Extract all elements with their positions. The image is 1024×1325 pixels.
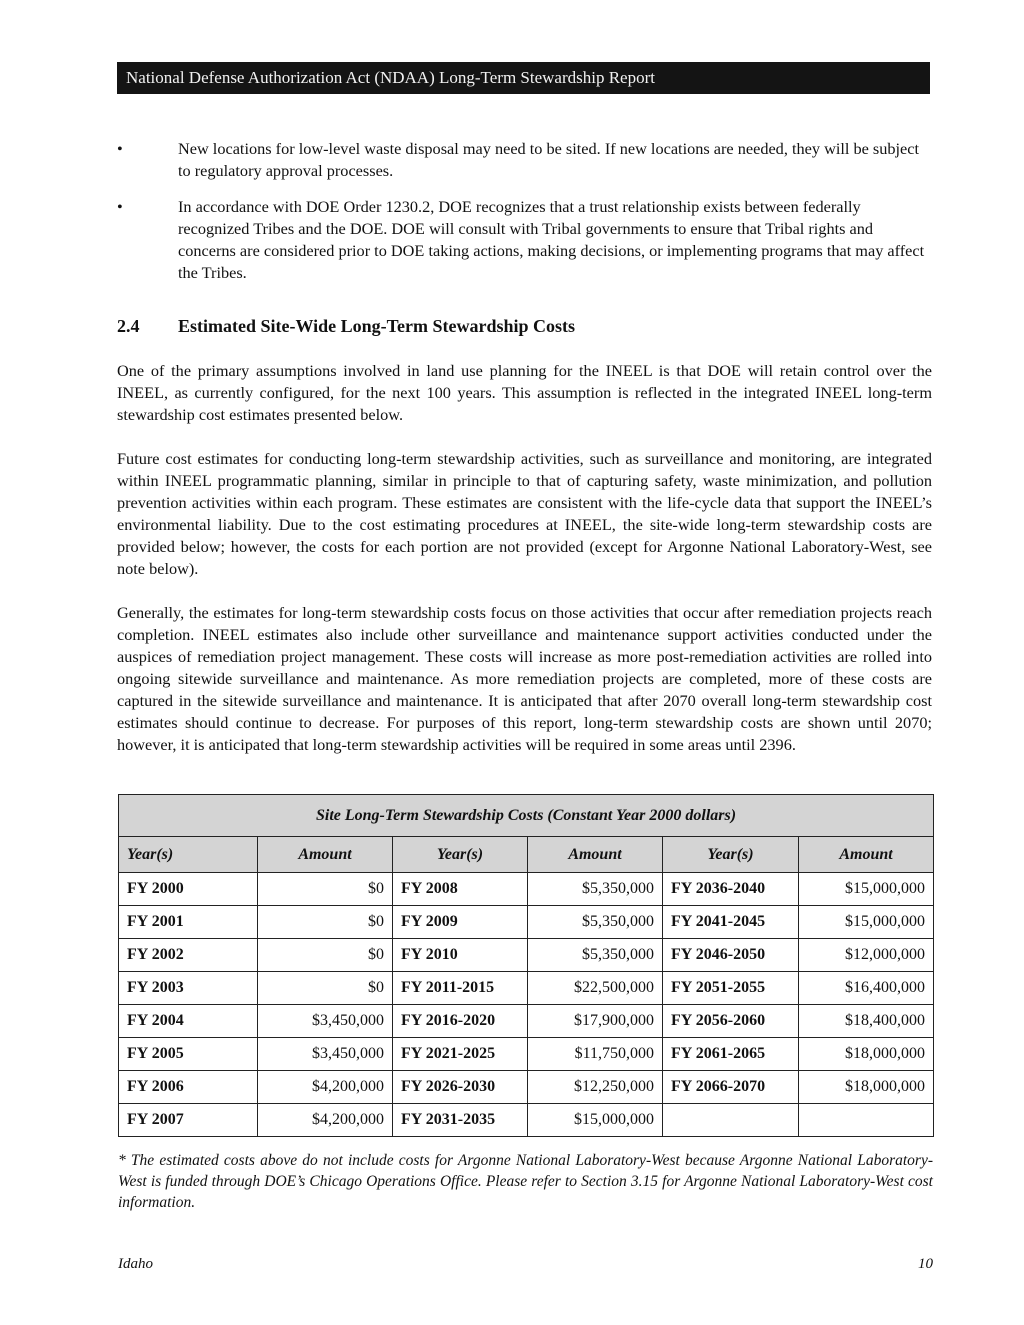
- year-cell: FY 2003: [119, 972, 258, 1005]
- amount-cell: $18,400,000: [799, 1005, 934, 1038]
- section-number: 2.4: [117, 316, 140, 336]
- amount-cell: $15,000,000: [799, 873, 934, 906]
- paragraph: Future cost estimates for conducting long-term stewardship activities, such as surveillance and monitoring, are integrated within INEEL programmatic planning, similar in principle to that of capturing safety, waste minimization, and pollution prevention activities within each program. These estimates are consistent with the life-cycle data that support the INEEL’s environmental liability. Due to the cost estimating procedures at INEEL, the site-wide long-term stewardship costs are provided below; however, the costs for each portion are not provided (except for Argonne National Laboratory-West, see note below).: [117, 449, 932, 578]
- amount-cell: $0: [258, 906, 393, 939]
- year-cell: FY 2051-2055: [663, 972, 799, 1005]
- table-row: [119, 1005, 934, 1038]
- amount-cell: $3,450,000: [258, 1005, 393, 1038]
- column-header-amount: Amount: [799, 837, 934, 873]
- column-header-amount: Amount: [528, 837, 663, 873]
- year-cell: FY 2009: [393, 906, 528, 939]
- year-cell: FY 2006: [119, 1071, 258, 1104]
- table-row: [119, 1038, 934, 1071]
- bullet-text: In accordance with DOE Order 1230.2, DOE recognizes that a trust relationship exists between federally recognized Tribes and the DOE. DOE will consult with Tribal governments to ensure that Tribal rights and concerns are considered prior to DOE taking actions, making decisions, or implementing programs that may affect the Tribes.: [178, 197, 925, 282]
- table-row: [119, 1104, 934, 1137]
- footer-state: Idaho: [118, 1256, 153, 1272]
- bullet-marker: •: [117, 139, 123, 158]
- column-header-amount: Amount: [258, 837, 393, 873]
- amount-cell: $12,250,000: [528, 1071, 663, 1104]
- table-row: [119, 1071, 934, 1104]
- amount-cell: $5,350,000: [528, 906, 663, 939]
- table-row: [119, 906, 934, 939]
- bullet-item: [117, 138, 932, 182]
- bullet-text: New locations for low-level waste disposal may need to be sited. If new locations are needed, they will be subject to regulatory approval processes.: [178, 139, 920, 180]
- column-header-years: Year(s): [663, 837, 799, 873]
- amount-cell: $5,350,000: [528, 873, 663, 906]
- year-cell: FY 2001: [119, 906, 258, 939]
- year-cell: [663, 1104, 799, 1137]
- table-row: [119, 873, 934, 906]
- amount-cell: $4,200,000: [258, 1104, 393, 1137]
- amount-cell: [799, 1104, 934, 1137]
- amount-cell: $3,450,000: [258, 1038, 393, 1071]
- column-header-years: Year(s): [393, 837, 528, 873]
- amount-cell: $15,000,000: [799, 906, 934, 939]
- report-header-title: National Defense Authorization Act (NDAA) Long-Term Stewardship Report: [126, 68, 655, 87]
- stewardship-cost-table: [118, 794, 934, 1137]
- amount-cell: $16,400,000: [799, 972, 934, 1005]
- amount-cell: $0: [258, 939, 393, 972]
- year-cell: FY 2016-2020: [393, 1005, 528, 1038]
- table-body: [119, 873, 934, 1137]
- amount-cell: $11,750,000: [528, 1038, 663, 1071]
- year-cell: FY 2036-2040: [663, 873, 799, 906]
- table-footnote: * The estimated costs above do not include costs for Argonne National Laboratory-West because Argonne National Laboratory-West is funded through DOE’s Chicago Operations Office. Please refer to Section 3.15 for Argonne National Laboratory-West cost information.: [118, 1152, 933, 1211]
- amount-cell: $5,350,000: [528, 939, 663, 972]
- year-cell: FY 2004: [119, 1005, 258, 1038]
- year-cell: FY 2021-2025: [393, 1038, 528, 1071]
- year-cell: FY 2007: [119, 1104, 258, 1137]
- bullet-item: [117, 196, 932, 284]
- year-cell: FY 2026-2030: [393, 1071, 528, 1104]
- year-cell: FY 2000: [119, 873, 258, 906]
- paragraph: One of the primary assumptions involved in land use planning for the INEEL is that DOE will retain control over the INEEL, as currently configured, for the next 100 years. This assumption is reflected in the integrated INEEL long-term stewardship cost estimates presented below.: [117, 361, 932, 424]
- page-number: 10: [918, 1256, 933, 1272]
- year-cell: FY 2031-2035: [393, 1104, 528, 1137]
- amount-cell: $4,200,000: [258, 1071, 393, 1104]
- year-cell: FY 2041-2045: [663, 906, 799, 939]
- year-cell: FY 2066-2070: [663, 1071, 799, 1104]
- table-row: [119, 972, 934, 1005]
- year-cell: FY 2056-2060: [663, 1005, 799, 1038]
- body-paragraphs: [117, 360, 932, 778]
- bullet-list: [117, 138, 932, 298]
- amount-cell: $17,900,000: [528, 1005, 663, 1038]
- amount-cell: $0: [258, 972, 393, 1005]
- year-cell: FY 2010: [393, 939, 528, 972]
- section-title: Estimated Site-Wide Long-Term Stewardship Costs: [178, 316, 576, 336]
- amount-cell: $18,000,000: [799, 1038, 934, 1071]
- section-heading: [117, 313, 932, 339]
- table-header-row: [119, 837, 934, 873]
- amount-cell: $15,000,000: [528, 1104, 663, 1137]
- amount-cell: $22,500,000: [528, 972, 663, 1005]
- amount-cell: $18,000,000: [799, 1071, 934, 1104]
- paragraph: Generally, the estimates for long-term stewardship costs focus on those activities that occur after remediation projects reach completion. INEEL estimates also include other surveillance and maintenance support activities conducted under the auspices of remediation project management. These costs will increase as more post-remediation activities are rolled into ongoing sitewide surveillance and maintenance. As more remediation projects are completed, more of these costs are captured in the sitewide surveillance and maintenance. It is anticipated that after 2070 overall long-term stewardship cost estimates should continue to decrease. For purposes of this report, long-term stewardship costs are shown until 2070; however, it is anticipated that long-term stewardship activities will be required in some areas until 2396.: [117, 603, 932, 754]
- year-cell: FY 2046-2050: [663, 939, 799, 972]
- table-caption: Site Long-Term Stewardship Costs (Constant Year 2000 dollars): [119, 795, 934, 837]
- report-header-bar: [117, 62, 930, 94]
- year-cell: FY 2008: [393, 873, 528, 906]
- year-cell: FY 2005: [119, 1038, 258, 1071]
- column-header-years: Year(s): [119, 837, 258, 873]
- year-cell: FY 2061-2065: [663, 1038, 799, 1071]
- amount-cell: $0: [258, 873, 393, 906]
- bullet-marker: •: [117, 197, 123, 216]
- amount-cell: $12,000,000: [799, 939, 934, 972]
- table-row: [119, 939, 934, 972]
- year-cell: FY 2002: [119, 939, 258, 972]
- year-cell: FY 2011-2015: [393, 972, 528, 1005]
